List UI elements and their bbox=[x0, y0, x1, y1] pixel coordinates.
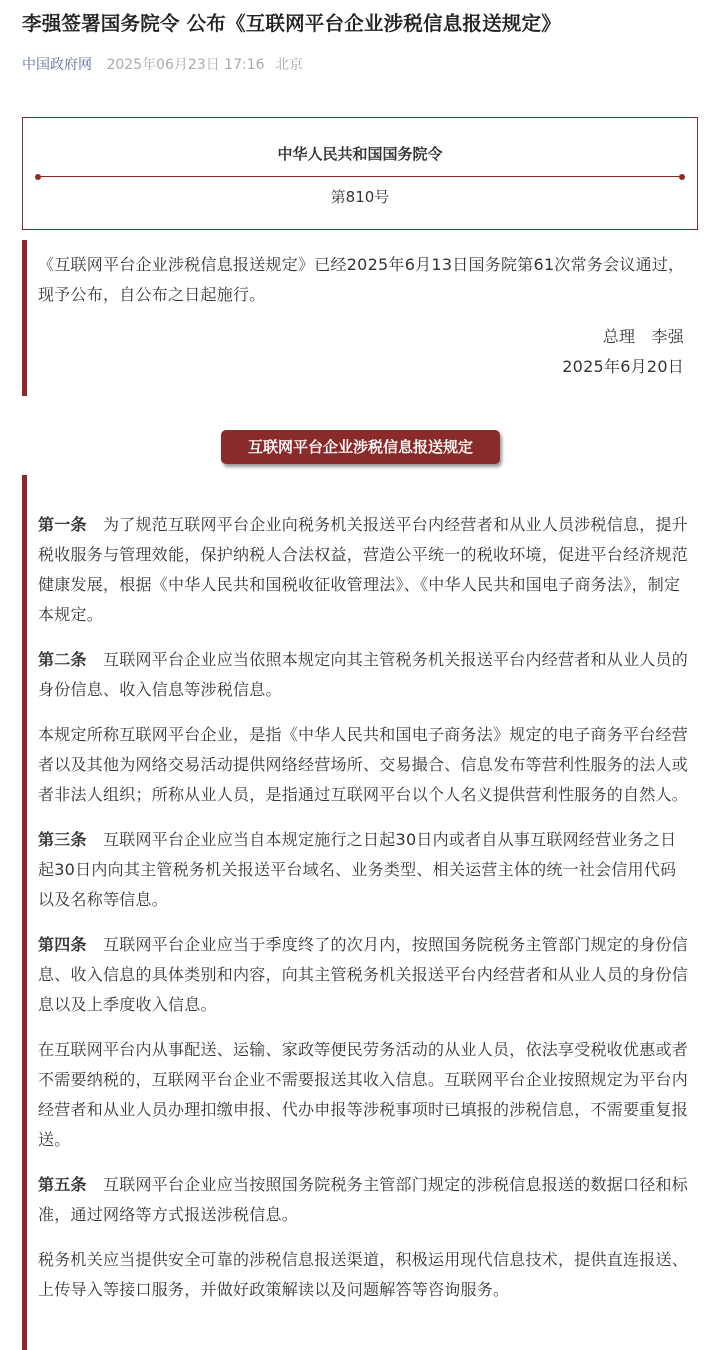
article-text: 为了规范互联网平台企业向税务机关报送平台内经营者和从业人员涉税信息，提升税收服务与管理效能，保护纳税人合法权益，营造公平统一的税收环境，促进平台经济规范健康发展，根据《中华人民共和国税收征收管理法》、《中华人民共和国电子商务法》，制定本规定。 bbox=[38, 515, 689, 624]
article-paragraph bbox=[38, 825, 692, 915]
article-title: 李强签署国务院令 公布《互联网平台企业涉税信息报送规定》 bbox=[22, 12, 561, 35]
accent-bar bbox=[22, 240, 27, 396]
article-label: 第三条 bbox=[38, 830, 87, 849]
articles bbox=[38, 510, 692, 1320]
article-text: 互联网平台企业应当依照本规定向其主管税务机关报送平台内经营者和从业人员的身份信息、收入信息等涉税信息。 bbox=[38, 650, 689, 699]
accent-bar bbox=[22, 475, 27, 1350]
preamble-text: 《互联网平台企业涉税信息报送规定》已经2025年6月13日国务院第61次常务会议通过，现予公布，自公布之日起施行。 bbox=[38, 255, 685, 304]
source-link[interactable]: 中国政府网 bbox=[22, 57, 92, 73]
publish-datetime: 2025年06月23日 17:16 bbox=[106, 57, 265, 73]
article-text: 税务机关应当提供安全可靠的涉税信息报送渠道，积极运用现代信息技术，提供直连报送、上传导入等接口服务，并做好政策解读以及问题解答等咨询服务。 bbox=[38, 1250, 689, 1299]
article-label: 第五条 bbox=[38, 1175, 87, 1194]
article-paragraph bbox=[38, 720, 692, 810]
article-paragraph bbox=[38, 930, 692, 1020]
article-label: 第二条 bbox=[38, 650, 87, 669]
article-label: 第一条 bbox=[38, 515, 87, 534]
location: 北京 bbox=[274, 57, 303, 73]
article-paragraph bbox=[38, 510, 692, 630]
article-text: 互联网平台企业应当按照国务院税务主管部门规定的涉税信息报送的数据口径和标准，通过网络等方式报送涉税信息。 bbox=[38, 1175, 689, 1224]
decree-box bbox=[22, 117, 698, 230]
decree-heading: 中华人民共和国国务院令 bbox=[277, 145, 443, 163]
article-text: 在互联网平台内从事配送、运输、家政等便民劳务活动的从业人员，依法享受税收优惠或者不需要纳税的，互联网平台企业不需要报送其收入信息。互联网平台企业按照规定为平台内经营者和从业人员办理扣缴申报、代办申报等涉税事项时已填报的涉税信息，不需要重复报送。 bbox=[38, 1040, 689, 1149]
article-paragraph bbox=[38, 645, 692, 705]
article-paragraph bbox=[38, 1035, 692, 1155]
sign-date: 2025年6月20日 bbox=[562, 357, 684, 376]
preamble bbox=[38, 250, 692, 382]
article-text: 互联网平台企业应当于季度终了的次月内，按照国务院税务主管部门规定的身份信息、收入信息的具体类别和内容，向其主管税务机关报送平台内经营者和从业人员的身份信息以及上季度收入信息。 bbox=[38, 935, 689, 1014]
article-meta bbox=[22, 54, 309, 74]
divider bbox=[38, 176, 682, 177]
article-label: 第四条 bbox=[38, 935, 87, 954]
article-text: 互联网平台企业应当自本规定施行之日起30日内或者自从事互联网经营业务之日起30日内向其主管税务机关报送平台域名、业务类型、相关运营主体的统一社会信用代码以及名称等信息。 bbox=[38, 830, 677, 909]
signer: 总理 李强 bbox=[602, 327, 684, 346]
regulation-title: 互联网平台企业涉税信息报送规定 bbox=[221, 430, 500, 464]
decree-number: 第810号 bbox=[330, 188, 390, 206]
article-text: 本规定所称互联网平台企业，是指《中华人民共和国电子商务法》规定的电子商务平台经营者以及其他为网络交易活动提供网络经营场所、交易撮合、信息发布等营利性服务的法人或者非法人组织；所称从业人员，是指通过互联网平台以个人名义提供营利性服务的自然人。 bbox=[38, 725, 689, 804]
article-paragraph bbox=[38, 1170, 692, 1230]
article-paragraph bbox=[38, 1245, 692, 1305]
